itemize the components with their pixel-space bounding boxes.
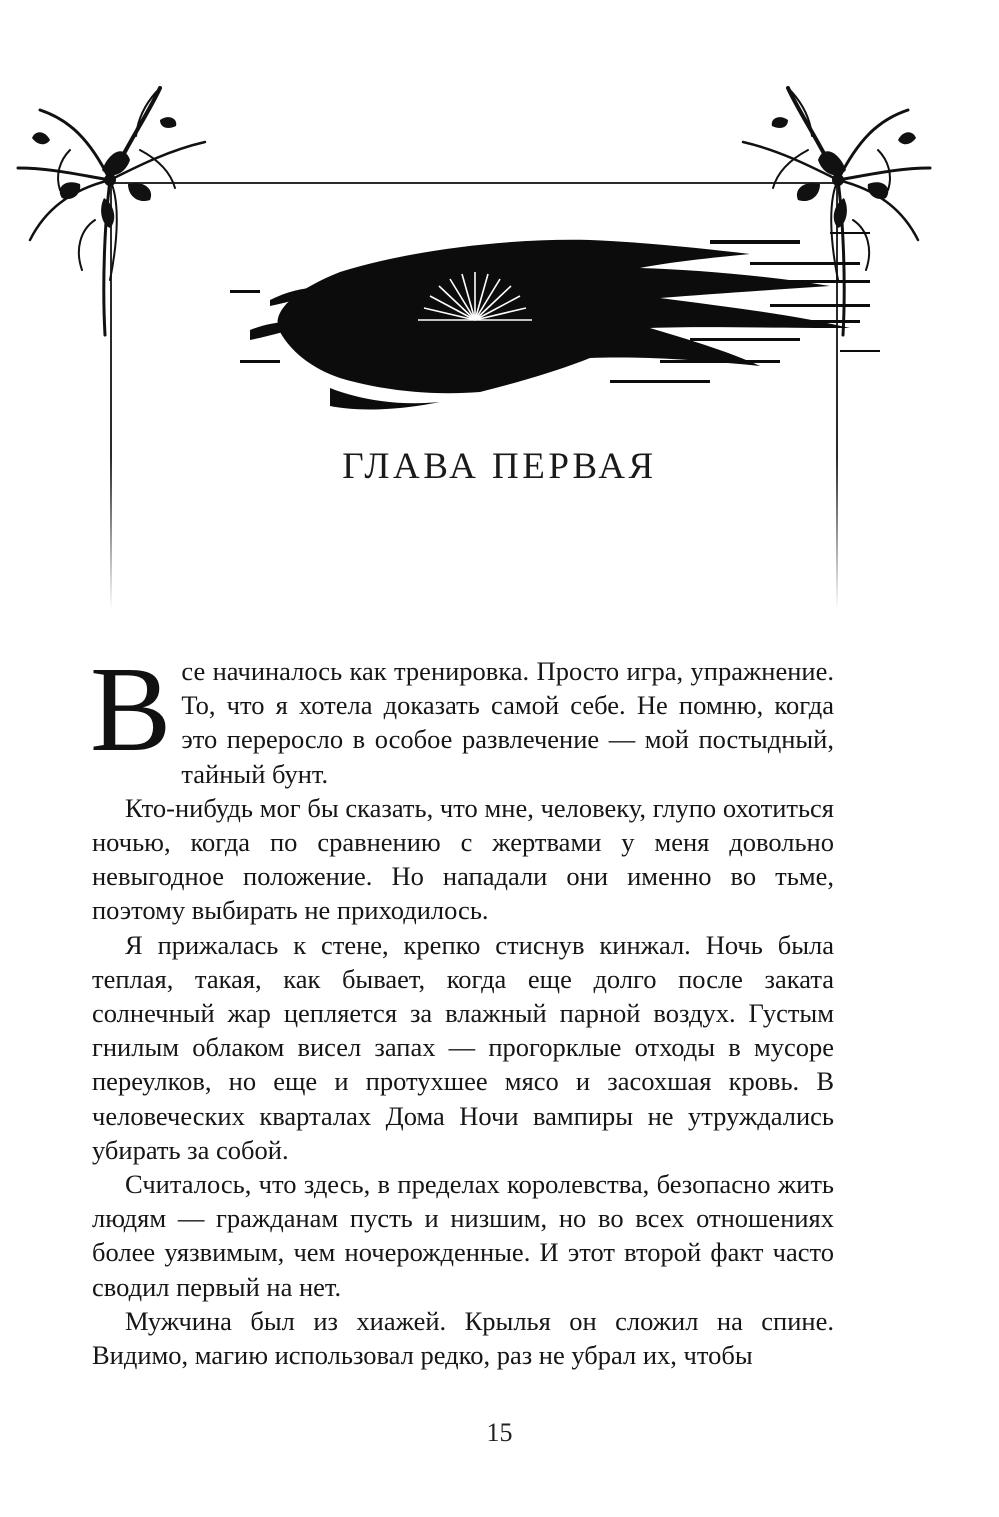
- paragraph-1: [90, 642, 834, 791]
- paragraph-2: Кто-нибудь мог бы сказать, что мне, человеку, глупо охотиться ночью, когда по сравнению с жертвами у меня довольно невыгодное положение. Но нападали они именно во тьме, поэтому выбирать не приходилось.: [92, 792, 834, 926]
- brush-stroke-sun-icon: [230, 210, 890, 420]
- frame-top-line: [110, 182, 838, 184]
- page-number: 15: [486, 1418, 513, 1447]
- paragraph-5: Мужчина был из хиажей. Крылья он сложил на спине. Видимо, магию использовал редко, раз не убрал их, чтобы: [92, 1305, 834, 1371]
- body-text: [90, 642, 834, 1372]
- paragraph-3: Я прижалась к стене, крепко стиснув кинжал. Ночь была теплая, такая, как бывает, когда еще долго после заката солнечный жар цепляется за влажный парной воздух. Густым гнилым облаком висел запах — прогорклые отходы в мусоре переулков, но еще и протухшее мясо и засохшая кровь. В человеческих кварталах Дома Ночи вампиры не утруждались убирать за собой.: [92, 929, 834, 1165]
- corner-ornament-left-icon: [10, 80, 210, 340]
- paragraph-1-text: се начиналось как тренировка. Просто игра, упражнение. То, что я хотела доказать самой себе. Не помню, когда это переросло в особое развлечение — мой постыдный, тайный бунт.: [181, 656, 834, 789]
- drop-cap: В: [90, 642, 172, 777]
- chapter-title: ГЛАВА ПЕРВАЯ: [342, 446, 657, 487]
- paragraph-4: Считалось, что здесь, в пределах королевства, безопасно жить людям — гражданам пусть и низшим, но во всех отношениях более уязвимым, чем ночерожденные. И этот второй факт часто сводил первый на нет.: [92, 1169, 834, 1302]
